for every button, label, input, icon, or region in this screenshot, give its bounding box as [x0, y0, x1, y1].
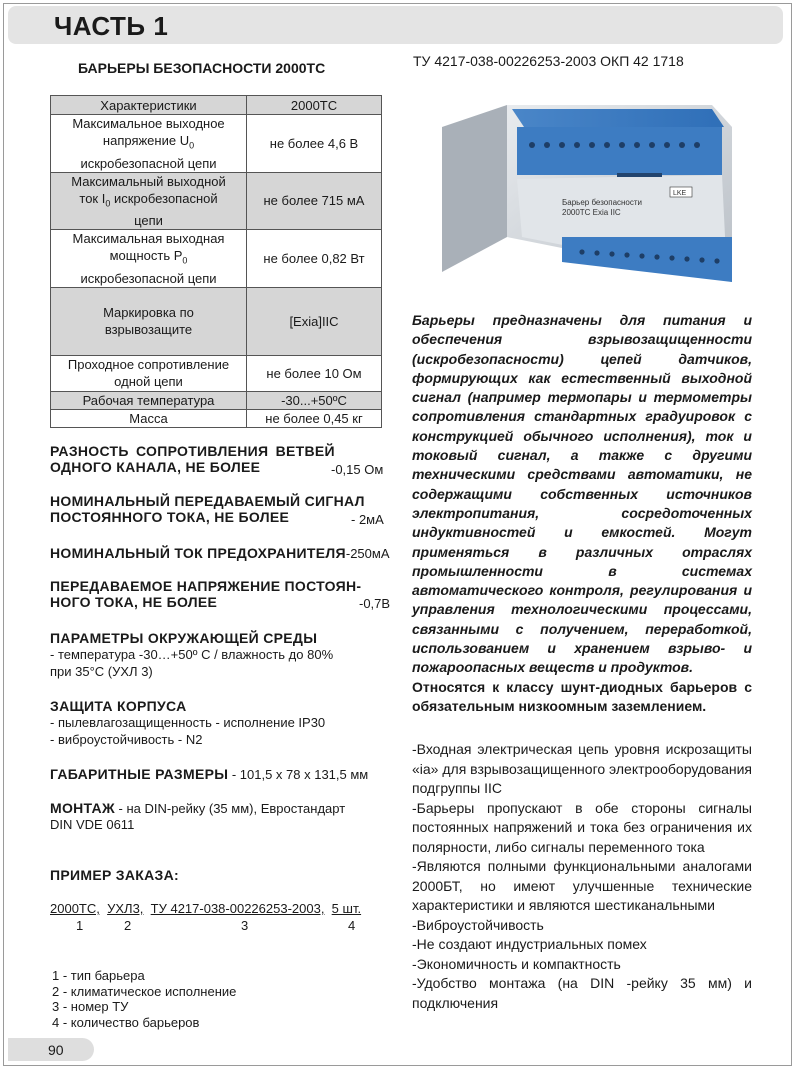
spec-label: Максимальный выходной ток $I_0$ искробезопасной цепи [51, 172, 247, 230]
param-value: - 2мА [351, 512, 384, 527]
specs-table [50, 95, 382, 428]
legend-item: 3 - номер ТУ [52, 999, 129, 1014]
list-item: -Являются полными функциональными аналогами 2000БТ, но имеют улучшенные технические характеристики и являются шестиканальными [412, 858, 752, 913]
list-item: -Виброустойчивость [412, 916, 544, 933]
table-row [51, 409, 382, 427]
photo-logo: LKE [673, 190, 687, 197]
table-row [51, 391, 382, 409]
photo-label: 2000ТС Exia IIC [562, 208, 621, 217]
param-environment [50, 630, 392, 680]
table-header-row [51, 96, 382, 115]
param-label: ОДНОГО КАНАЛА, НЕ БОЛЕЕ [50, 459, 261, 475]
page-title: ЧАСТЬ 1 [54, 11, 169, 41]
param-label: НОМИНАЛЬНЫЙ ПЕРЕДАВАЕМЫЙ СИГНАЛ [50, 493, 365, 509]
table-row [51, 172, 382, 230]
legend-item: 1 - тип барьера [52, 968, 145, 983]
order-part-qty: 5 шт. [331, 901, 362, 916]
spec-value: не более 715 мА [247, 172, 382, 230]
param-label: ПОСТОЯННОГО ТОКА, НЕ БОЛЕЕ [50, 509, 290, 525]
order-part-tu: ТУ 4217-038-00226253-2003, [150, 901, 325, 916]
spec-value: [Exia]IIC [247, 287, 382, 355]
spec-value: не более 0,82 Вт [247, 230, 382, 288]
list-item: -Барьеры пропускают в обе стороны сигналы постоянных напряжений и тока без ограничения их полярности, либо сигналы переменного тока [412, 799, 752, 855]
feature-list [412, 740, 752, 1013]
product-photo [412, 87, 757, 295]
param-value: - 101,5 х 78 х 131,5 мм [228, 767, 369, 782]
photo-label: Барьер безопасности [562, 198, 643, 207]
param-label: ГАБАРИТНЫЕ РАЗМЕРЫ [50, 766, 229, 782]
spec-label: Масса [51, 409, 247, 427]
spec-label: Маркировка по взрывозащите [51, 287, 247, 355]
order-legend [52, 968, 236, 1030]
param-value: - на DIN-рейку (35 мм), Евростандарт [114, 801, 346, 816]
param-label: ЗАЩИТА КОРПУСА [50, 698, 187, 714]
spec-value: не более 10 Ом [247, 355, 382, 391]
param-label: РАЗНОСТЬ СОПРОТИВЛЕНИЯ ВЕТВЕЙ [50, 443, 335, 459]
description-text: Могут применяться в различных отраслях промышленности в системах автоматического контроля, регулирования и управления технологическими процессами, связанными с получением, переработкой, использованием и хранением взрыво- и пожароопасных веществ и продуктов. [412, 524, 752, 676]
spec-value: -30...+50ºС [247, 391, 382, 409]
param-voltage [50, 578, 392, 610]
spec-label: Проходное сопротивление одной цепи [51, 355, 247, 391]
description-text: Относятся к классу шунт-диодных барьеров с обязательным низкоомным заземлением. [412, 678, 752, 714]
order-example [50, 901, 361, 916]
param-fuse [50, 545, 392, 561]
spec-label: Максимальная выходная мощность $P_0$ искробезопасной цепи [51, 230, 247, 288]
param-value: -250мА [345, 546, 390, 561]
param-mounting [50, 800, 392, 833]
spec-value: не более 0,45 кг [247, 409, 382, 427]
table-row [51, 355, 382, 391]
param-text: DIN VDE 0611 [50, 817, 135, 832]
param-label: ПЕРЕДАВАЕМОЕ НАПРЯЖЕНИЕ ПОСТОЯН- [50, 578, 362, 594]
param-housing [50, 698, 392, 748]
param-signal [50, 493, 392, 525]
table-row [51, 115, 382, 173]
order-index: 2 [124, 918, 132, 933]
order-index: 3 [241, 918, 249, 933]
order-title: ПРИМЕР ЗАКАЗА: [50, 867, 179, 883]
spec-label: Рабочая температура [51, 391, 247, 409]
param-label: МОНТАЖ [50, 800, 115, 816]
param-text: при 35°С (УХЛ 3) [50, 664, 153, 679]
page-number: 90 [48, 1042, 64, 1058]
legend-item: 4 - количество барьеров [52, 1014, 200, 1030]
product-title: БАРЬЕРЫ БЕЗОПАСНОСТИ 2000ТС [78, 60, 326, 76]
param-dimensions [50, 766, 392, 782]
param-value: -0,7В [359, 596, 391, 611]
order-part-type: 2000ТС, [50, 901, 100, 916]
param-label: ПАРАМЕТРЫ ОКРУЖАЮЩЕЙ СРЕДЫ [50, 630, 318, 646]
list-item: -Входная электрическая цепь уровня искрозащиты «ia» для взрывозащищенного электрооборудования подгруппы IIC [412, 741, 753, 796]
param-text: - виброустойчивость - N2 [50, 732, 203, 747]
list-item: -Экономичность и компактность [412, 955, 621, 972]
param-text: - пылевлагозащищенность - исполнение IP30 [50, 715, 326, 730]
order-index: 1 [76, 918, 84, 933]
list-item: -Удобство монтажа (на DIN -рейку 35 мм) и подключения [412, 975, 752, 1011]
param-label: НОМИНАЛЬНЫЙ ТОК ПРЕДОХРАНИТЕЛЯ [50, 545, 346, 561]
spec-value: не более 4,6 В [247, 115, 382, 173]
param-text: - температура -30…+50º С / влажность до 80% [50, 647, 334, 662]
param-label: НОГО ТОКА, НЕ БОЛЕЕ [50, 594, 218, 610]
description-text: Барьеры предназначены для питания и обеспечения взрывозащищенности (искробезопасности) цепей датчиков, формирующих как естественный выходной сигнал (например термопары и термометры сопротивления стандартных градуировок с конструкцией обычного исполнения), ток и токовый сигнал, а также с другими техническими средствами автоматики, не содержащими собственных источников электропитания, сосредоточенных индуктивностей и емкостей. [412, 312, 752, 541]
table-row [51, 230, 382, 288]
description [412, 311, 752, 716]
order-part-climate: УХЛ3, [107, 901, 144, 916]
list-item: -Не создают индустриальных помех [412, 936, 647, 952]
legend-item: 2 - климатическое исполнение [52, 983, 237, 999]
order-index: 4 [348, 918, 356, 933]
param-value: -0,15 Ом [331, 462, 384, 477]
column-header: 2000ТС [247, 96, 382, 115]
spec-label: Максимальное выходное напряжение $U_0$ искробезопасной цепи [51, 115, 247, 173]
column-header: Характеристики [51, 96, 247, 115]
table-row [51, 287, 382, 355]
tu-code: ТУ 4217-038-00226253-2003 ОКП 42 1718 [413, 53, 684, 69]
